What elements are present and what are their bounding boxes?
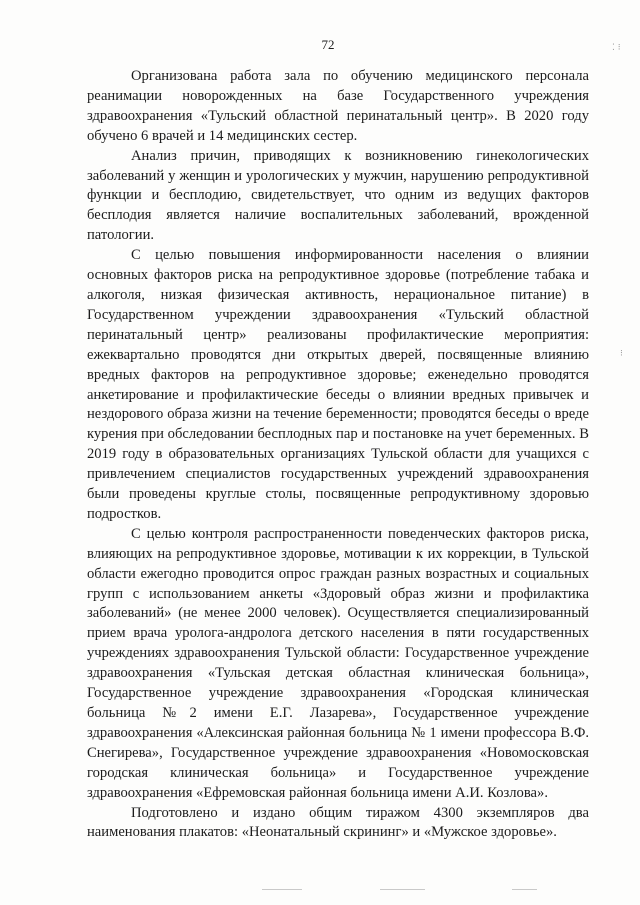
scan-artifact-mark: ⁚ ⁝	[612, 43, 621, 53]
page-number: 72	[321, 37, 335, 52]
paragraph-awareness-measures: С целью повышения информированности населения о влиянии основных факторов риска на репродуктивное здоровье (потребление табака и алкоголя, низкая физическая активность, нерациональное питание) в Государственном учреждении здравоохранения «Тульский областной перинатальный центр» реализованы профилактические мероприятия: ежеквартально проводятся дни открытых дверей, посвященные влиянию вредных факторов на репродуктивное здоровье; еженедельно проводятся анкетирование и профилактические беседы о влиянии вредных привычек и нездорового образа жизни на течение беременности; проводятся беседы о вреде курения при обследовании бесплодных пар и постановке на учет беременных. В 2019 году в образовательных организациях Тульской области для учащихся с привлечением специалистов государственных учреждений здравоохранения были проведены круглые столы, посвященные репродуктивному здоровью подростков.	[87, 247, 589, 522]
scan-artifact-line	[380, 889, 425, 890]
scan-artifact-line	[262, 889, 302, 890]
paragraph-risk-factor-control: С целью контроля распространенности поведенческих факторов риска, влияющих на репродуктивное здоровье, мотивации к их коррекции, в Тульской области ежегодно проводится опрос граждан разных возрастных и социальных групп с использованием анкеты «Здоровый образ жизни и профилактика заболеваний» (не менее 2000 человек). Осуществляется специализированный прием врача уролога-андролога детского населения в пяти государственных учреждениях здравоохранения Тульской области: Государственное учреждение здравоохранения «Тульская детская областная клиническая больница», Государственное учреждение здравоохранения «Городская клиническая больница №2 имени Е.Г. Лазарева», Государственное учреждение здравоохранения «Алексинская районная больница № 1 имени профессора В.Ф. Снегирева», Государственное учреждение здравоохранения «Новомосковская городская клиническая больница» и Государственное учреждение здравоохранения «Ефремовская районная больница имени А.И. Козлова».	[87, 525, 589, 801]
scan-artifact-line	[512, 889, 537, 890]
paragraph-training: Организована работа зала по обучению медицинского персонала реанимации новорожденных на базе Государственного учреждения здравоохранения «Тульский областной перинатальный центр». В 2020 году обучено 6 врачей и 14 медицинских сестер.	[87, 68, 589, 144]
document-body	[87, 67, 589, 843]
scan-artifact-mark: ⁝	[620, 349, 623, 359]
paragraph-posters: Подготовлено и издано общим тиражом 4300 экземпляров два наименования плакатов: «Неонатальный скрининг» и «Мужское здоровье».	[87, 804, 589, 841]
paragraph-infertility-analysis: Анализ причин, приводящих к возникновению гинекологических заболеваний у женщин и урологических у мужчин, нарушению репродуктивной функции и бесплодию, свидетельствует, что одним из ведущих факторов бесплодия является наличие воспалительных заболеваний, врожденной патологии.	[87, 147, 589, 244]
